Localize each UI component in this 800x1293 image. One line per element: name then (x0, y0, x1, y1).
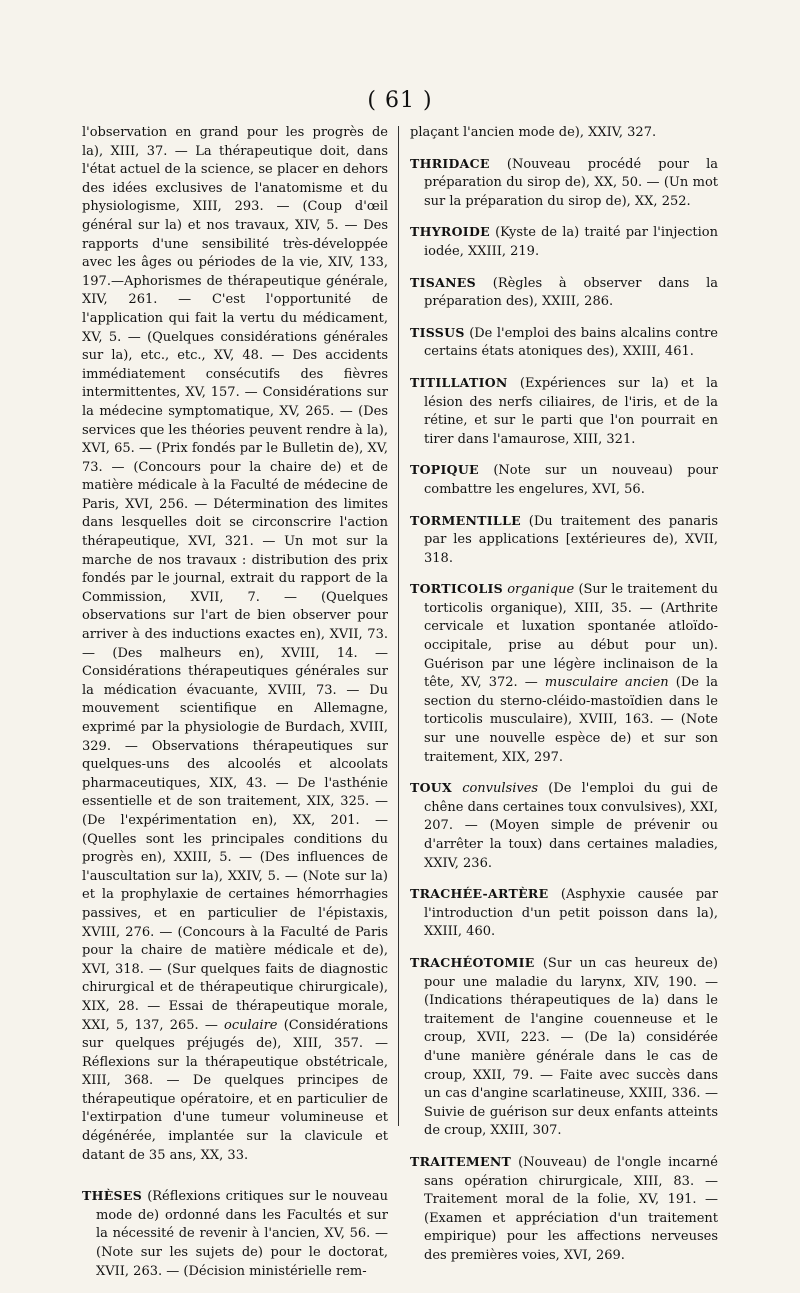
entry-text: (De l'emploi du gui de chêne dans certaines toux convulsives), XXI, 207. — (Moyen simple de prévenir ou d'arrêter la toux) dans certaines maladies, XXIV, 236. (424, 781, 718, 871)
entry-text: (De l'emploi des bains alcalins contre certains états atoniques des), XXIII, 461. (424, 325, 718, 360)
therapeutique-continuation (82, 124, 388, 1165)
entry-keyword: THÈSES (82, 1188, 143, 1204)
continuation-end-text: (Considérations sur quelques préjugés de), XIII, 357. — Réflexions sur la thérapeutique obstétricale, XIII, 368. — De quelques principes de thérapeutique opératoire, et en particulier de l'extirpation d'une tumeur volumineuse et dégénérée, implantée sur la clavicule et datant de 35 ans, XX, 33. (82, 1017, 388, 1163)
entry-text: (Règles à observer dans la préparation des), XXIII, 286. (424, 275, 718, 310)
entry-keyword: TOPIQUE (410, 462, 479, 478)
entry-keyword: TRAITEMENT (410, 1153, 512, 1169)
entry-keyword: TRACHÉOTOMIE (410, 954, 535, 970)
continuation-text: l'observation en grand pour les progrès de la), XIII, 37. — La thérapeutique doit, dans l'état actuel de la science, se placer en dehors des idées exclusives de l'anatomisme et du physiologisme, XIII, 293. — (Coup d'œil général sur la) et nos travaux, XIV, 5. — Des rapports d'une sensibilité très-développée avec les âges ou périodes de la vie, XIV, 133, 197.—Aphorismes de thérapeutique générale, XIV, 261. — C'est l'opportunité de l'application qui fait la vertu du médicament, XV, 5. — (Quelques considérations générales sur la), etc., etc., XV, 48. — Des accidents immédiatement consécutifs des fièvres intermittentes, XV, 157. — Considérations sur la médecine symptomatique, XV, 265. — (Des services que les théories peuvent rendre à la), XVI, 65. — (Prix fondés par le Bulletin de), XV, 73. — (Concours pour la chaire de) et de matière médicale à la Faculté de médecine de Paris, XVI, 256. — Détermination des limites dans lesquelles doit se circonscrire l'action thérapeutique, XVI, 321. — Un mot sur la marche de nos travaux : distribution des prix fondés par le journal, extrait du rapport de la Commission, XVII, 7. — (Quelques observations sur l'art de bien observer pour arriver à des inductions exactes en), XVII, 73. — (Des malheurs en), XVIII, 14. — Considérations thérapeutiques générales sur la médication évacuante, XVIII, 73. — Du mouvement scientifique en Allemagne, exprimé par la physiologie de Burdach, XVIII, 329. — Observations thérapeutiques sur quelques-uns des alcoolés et alcoolats pharmaceutiques, XIX, 43. — De l'asthénie essentielle et de son traitement, XIX, 325. — (De l'expérimentation en), XX, 201. — (Quelles sont les principales conditions du progrès en), XXIII, 5. — (Des influences de l'auscultation sur la), XXIV, 5. — (Note sur la) et la prophylaxie de certaines hémorrhagies passives, et en particulier de l'épistaxis, XVIII, 276. — (Concours à la Faculté de Paris pour la chaire de matière médicale et de), XVI, 318. — (Sur quelques faits de diagnostic chirurgical et de thérapeutique chirurgicale), XIX, 28. — Essai de thérapeutique morale, XXI, 5, 137, 265. — (82, 125, 388, 1033)
entry-text: (Note sur un nouveau) pour combattre les engelures, XVI, 56. (424, 463, 718, 497)
entry-text: (Nouveau) de l'ongle incarné sans opération chirurgicale, XIII, 83. — Traitement moral de la folie, XV, 191. — (Examen et appréciation d'un traitement empirique) pour les affections nerveuses des premières voies, XVI, 269. (424, 1154, 718, 1263)
entry-tracheotomie (410, 954, 718, 1141)
column-divider (398, 126, 399, 1126)
entry-tissus (410, 324, 718, 362)
entry-text: (De la section du sterno-cléido-mastoïdien dans le torticolis musculaire), XVIII, 163. — (Note sur une nouvelle espèce de) et sur son traitement, XIX, 297. (424, 675, 718, 765)
entry-italic: convulsives (462, 781, 539, 797)
entry-keyword: TITILLATION (410, 374, 508, 390)
entry-text: (Du traitement des panaris par les applications [extérieures de), XVII, 318. (424, 513, 718, 566)
entry-titillation (410, 374, 718, 449)
entry-keyword: TORTICOLIS (410, 581, 504, 597)
entry-text: (Réflexions critiques sur le nouveau mode de) ordonné dans les Facultés et sur la nécessité de revenir à l'ancien, XV, 56. — (Note sur les sujets de) pour le doctorat, XVII, 263. — (Décision ministérielle rem- (96, 1189, 388, 1279)
entry-text: (Sur un cas heureux de) pour une maladie du larynx, XIV, 190. — (Indications thérapeutiques de la) dans le traitement de l'angine couenneuse et le croup, XVII, 223. — (De la) considérée d'une manière générale dans le cas de croup, XXII, 79. — Faite avec succès dans un cas d'angine scarlatineuse, XXIII, 336. — Suivie de guérison sur deux enfants atteints de croup, XXIII, 307. (424, 955, 718, 1139)
entry-thyroide (410, 223, 718, 261)
page-number: ( 61 ) (367, 88, 433, 113)
entry-tisanes (410, 274, 718, 312)
entry-italic: organique (507, 582, 575, 598)
entry-theses (82, 1187, 388, 1281)
entry-text: (Asphyxie causée par l'introduction d'un petit poisson dans la), XXIII, 460. (424, 887, 718, 940)
entry-keyword: TRACHÉE-ARTÈRE (410, 886, 549, 902)
entry-keyword: TISANES (410, 274, 476, 290)
right-column (410, 124, 718, 1277)
entry-thridace (410, 155, 718, 212)
entry-keyword: THRIDACE (410, 155, 490, 171)
entry-keyword: TOUX (410, 780, 452, 796)
entry-topique (410, 461, 718, 499)
entry-italic: musculaire ancien (544, 675, 669, 691)
theses-continuation: plaçant l'ancien mode de), XXIV, 327. (410, 125, 657, 140)
entry-trachee-artere (410, 885, 718, 942)
entry-text: (Nouveau procédé pour la préparation du sirop de), XX, 50. — (Un mot sur la préparation du sirop de), XX, 252. (424, 156, 718, 209)
entry-torticolis (410, 580, 718, 767)
entry-traitement (410, 1153, 718, 1266)
entry-text: (Sur le traitement du torticolis organique), XIII, 35. — (Arthrite cervicale et luxation spontanée atloïdo-occipitale, prise au début pour un). Guérison par une légère inclinaison de la tête, XV, 372. — (424, 582, 719, 691)
entry-text: (Kyste de la) traité par l'injection iodée, XXIII, 219. (424, 225, 718, 259)
oculaire-italic: oculaire (224, 1017, 278, 1033)
entry-keyword: THYROIDE (410, 224, 490, 240)
entry-toux (410, 779, 718, 873)
entry-keyword: TORMENTILLE (410, 512, 521, 528)
entry-text: (Expériences sur la) et la lésion des nerfs ciliaires, de l'iris, et de la rétine, et sur le parti que l'on pourrait en tirer dans l'amaurose, XIII, 321. (424, 375, 718, 447)
entry-tormentille (410, 512, 718, 569)
entry-keyword: TISSUS (410, 324, 465, 340)
left-column (82, 124, 388, 1293)
